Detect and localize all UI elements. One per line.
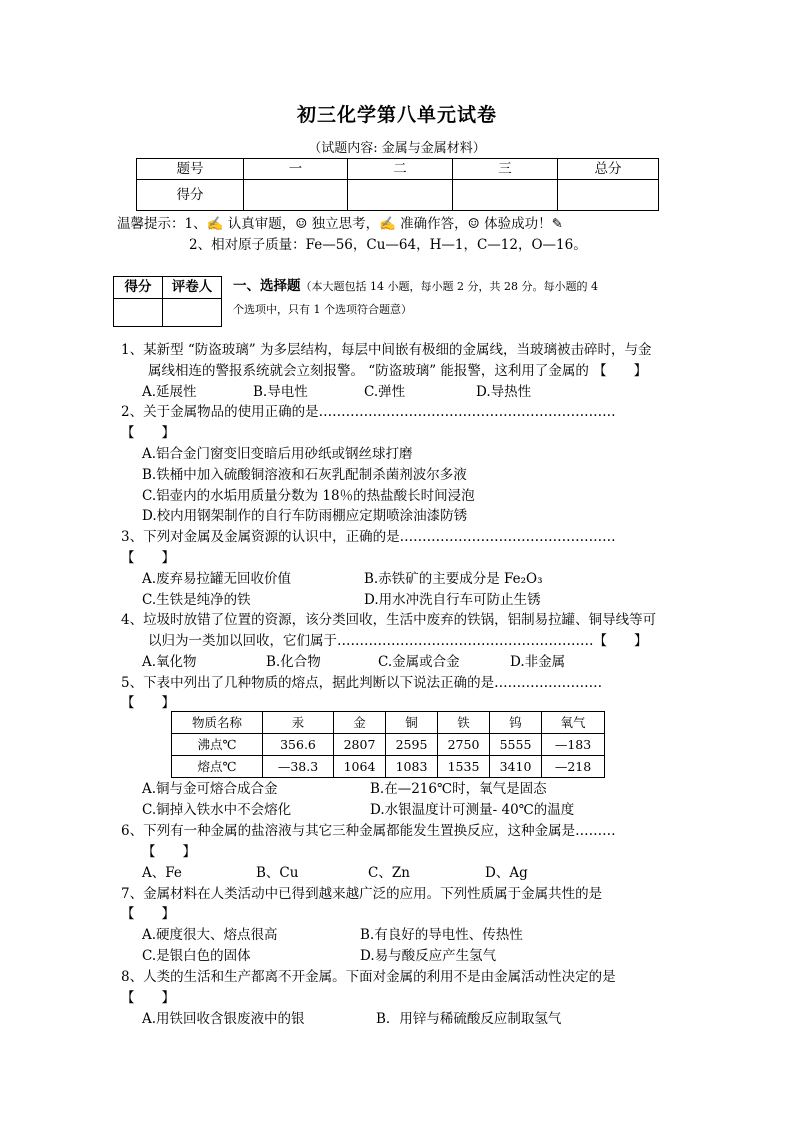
option-b[interactable]: B.铁桶中加入硫酸铜溶液和石灰乳配制杀菌剂波尔多液	[142, 467, 467, 483]
option-d[interactable]: D.易与酸反应产生氢气	[360, 948, 497, 964]
table-cell: 2750	[438, 734, 490, 756]
table-cell: 沸点℃	[172, 734, 263, 756]
tips-line-2: 2、相对原子质量：Fe—56，Cu—64，H—1，C—12，O—16。	[189, 237, 587, 253]
table-cell: 2595	[386, 734, 438, 756]
option-d[interactable]: D.导热性	[476, 384, 532, 400]
page-subtitle: （试题内容: 金属与金属材料）	[308, 141, 486, 156]
option-a[interactable]: A.用铁回收含银废液中的银	[142, 1011, 305, 1027]
table-cell: 2807	[334, 734, 386, 756]
question-3-answer-bracket[interactable]: 【 】	[121, 550, 175, 566]
option-a[interactable]: A.废弃易拉罐无回收价值	[142, 571, 292, 587]
question-3-line-1: 3、下列对金属及金属资源的认识中，正确的是…………………………………………	[121, 529, 616, 545]
option-b[interactable]: B．用锌与稀硫酸反应制取氢气	[376, 1011, 562, 1027]
option-b[interactable]: B.化合物	[266, 654, 321, 670]
option-a[interactable]: A.氧化物	[142, 654, 197, 670]
page-title: 初三化学第八单元试卷	[296, 104, 497, 126]
tips-line-1: 温馨提示：1、✍ 认真审题，☺ 独立思考，✍ 准确作答，☺ 体验成功！✎	[117, 216, 563, 232]
question-8-answer-bracket[interactable]: 【 】	[121, 990, 175, 1006]
question-4-line-1: 4、垃圾时放错了位置的资源，该分类回收，生活中废弃的铁锅，铝制易拉罐、铜导线等可	[121, 612, 657, 628]
option-b[interactable]: B.有良好的导电性、传热性	[360, 927, 523, 943]
table-header: 金	[334, 712, 386, 734]
score-cell[interactable]	[453, 180, 558, 211]
score-table-header: 三	[453, 159, 558, 180]
table-header: 汞	[263, 712, 334, 734]
table-header: 铜	[386, 712, 438, 734]
option-c[interactable]: C.金属或合金	[378, 654, 460, 670]
option-d[interactable]: D、Ag	[485, 865, 528, 881]
option-d[interactable]: D.用水冲洗自行车可防止生锈	[364, 592, 541, 608]
question-5-answer-bracket[interactable]: 【 】	[121, 695, 175, 711]
question-4-line-2: 以归为一类加以回收，它们属于…………………………………………………【 】	[121, 633, 648, 649]
score-table-header: 二	[348, 159, 453, 180]
option-b[interactable]: B.导电性	[253, 384, 308, 400]
option-a[interactable]: A.延展性	[142, 384, 197, 400]
question-7-answer-bracket[interactable]: 【 】	[121, 906, 175, 922]
grader-table	[113, 276, 222, 327]
question-8-line-1: 8、人类的生活和生产都离不开金属。下面对金属的利用不是由金属活动性决定的是	[121, 969, 616, 985]
section-1-heading	[233, 276, 598, 298]
table-row	[172, 756, 605, 778]
option-c[interactable]: C、Zn	[368, 865, 410, 881]
table-header: 钨	[490, 712, 542, 734]
question-5-line-1: 5、下表中列出了几种物质的熔点，据此判断以下说法正确的是……………………	[121, 675, 603, 691]
score-row-label: 得分	[137, 180, 244, 211]
score-cell[interactable]	[244, 180, 348, 211]
section-1-note: （本大题包括 14 小题，每小题 2 分，共 28 分。每小题的 4	[300, 280, 598, 293]
question-6-answer-bracket[interactable]: 【 】	[142, 844, 196, 860]
score-table-header: 总分	[558, 159, 659, 180]
option-b[interactable]: B、Cu	[256, 865, 299, 881]
table-cell: —183	[542, 734, 605, 756]
option-d[interactable]: D.非金属	[510, 654, 566, 670]
option-b[interactable]: B.赤铁矿的主要成分是 Fe₂O₃	[364, 571, 543, 587]
table-cell: 3410	[490, 756, 542, 778]
grader-reviewer-cell[interactable]	[163, 299, 222, 327]
score-table-header: 题号	[137, 159, 244, 180]
table-cell: —218	[542, 756, 605, 778]
table-header: 氧气	[542, 712, 605, 734]
option-c[interactable]: C.铜掉入铁水中不会熔化	[142, 802, 292, 818]
table-cell: 5555	[490, 734, 542, 756]
question-7-line-1: 7、金属材料在人类活动中已得到越来越广泛的应用。下列性质属于金属共性的是	[121, 886, 603, 902]
option-a[interactable]: A.硬度很大、熔点很高	[142, 927, 278, 943]
question-1-line-1: 1、某新型 “防盗玻璃” 为多层结构，每层中间嵌有极细的金属线，当玻璃被击碎时，与金	[121, 342, 652, 358]
table-cell: 熔点℃	[172, 756, 263, 778]
table-cell: 1083	[386, 756, 438, 778]
option-c[interactable]: C.铝壶内的水垢用质量分数为 18％的热盐酸长时间浸泡	[142, 488, 475, 504]
grader-score-label: 得分	[114, 277, 163, 299]
option-b[interactable]: B.在—216℃时，氧气是固态	[370, 781, 547, 797]
option-c[interactable]: C.是银白色的固体	[142, 948, 251, 964]
table-cell: 1064	[334, 756, 386, 778]
section-1-note-2: 个选项中，只有 1 个选项符合题意）	[233, 303, 412, 316]
option-a[interactable]: A.铜与金可熔合成合金	[142, 781, 278, 797]
question-1-line-2: 属线相连的警报系统就会立刻报警。 “防盗玻璃” 能报警，这利用了金属的 【 】	[121, 363, 648, 379]
score-table-header: 一	[244, 159, 348, 180]
table-cell: 356.6	[263, 734, 334, 756]
table-row	[172, 734, 605, 756]
score-table	[136, 158, 659, 211]
option-c[interactable]: C.弹性	[364, 384, 406, 400]
question-2-answer-bracket[interactable]: 【 】	[121, 425, 175, 441]
grader-score-cell[interactable]	[114, 299, 163, 327]
grader-reviewer-label: 评卷人	[163, 277, 222, 299]
table-header: 物质名称	[172, 712, 263, 734]
question-2-line-1: 2、关于金属物品的使用正确的是…………………………………………………………	[121, 404, 616, 420]
melting-point-table	[171, 711, 605, 778]
section-1-title: 一、选择题	[233, 278, 301, 294]
option-d[interactable]: D.水银温度计可测量- 40℃的温度	[370, 802, 575, 818]
question-6-line-1: 6、下列有一种金属的盐溶液与其它三种金属都能发生置换反应，这种金属是………	[121, 823, 616, 839]
option-a[interactable]: A.铝合金门窗变旧变暗后用砂纸或钢丝球打磨	[142, 446, 413, 462]
option-d[interactable]: D.校内用钢架制作的自行车防雨棚应定期喷涂油漆防锈	[142, 508, 468, 524]
table-header: 铁	[438, 712, 490, 734]
option-a[interactable]: A、Fe	[142, 865, 182, 881]
table-cell: —38.3	[263, 756, 334, 778]
table-cell: 1535	[438, 756, 490, 778]
score-cell[interactable]	[558, 180, 659, 211]
option-c[interactable]: C.生铁是纯净的铁	[142, 592, 251, 608]
score-cell[interactable]	[348, 180, 453, 211]
